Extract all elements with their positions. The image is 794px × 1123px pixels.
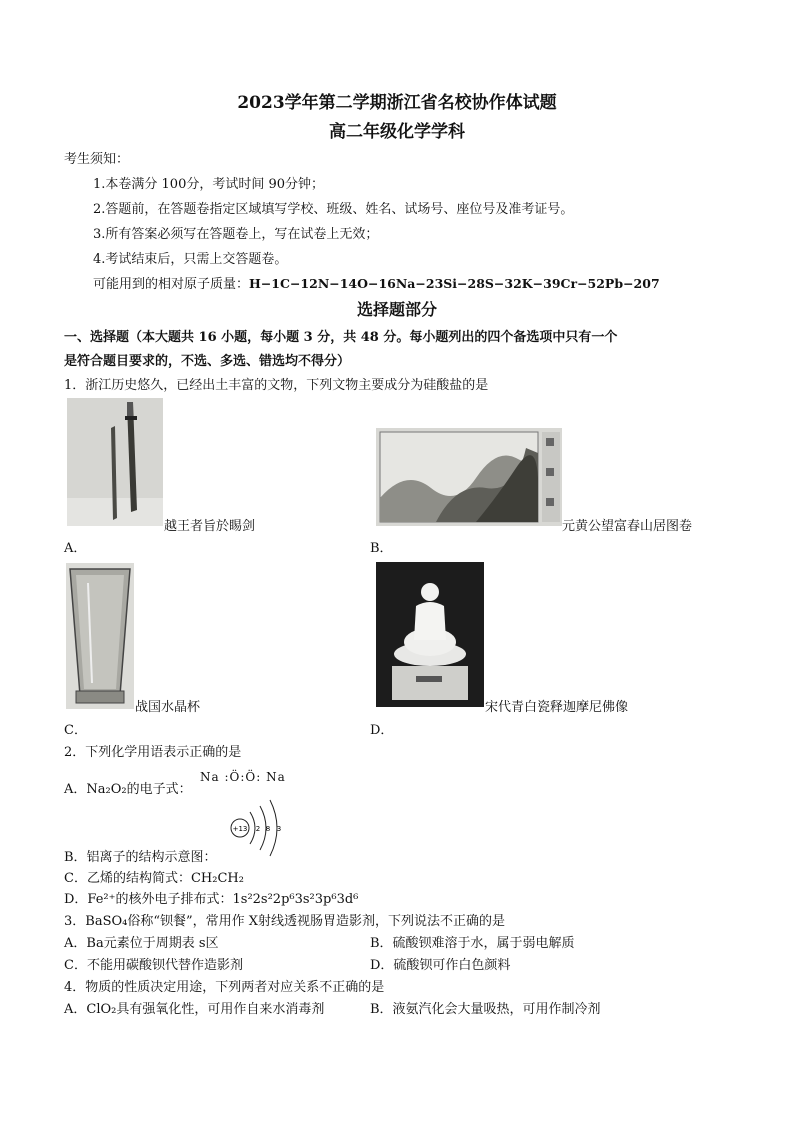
q2-stem: 2．下列化学用语表示正确的是 [64, 745, 242, 760]
shell-electrons-2: 8 [265, 825, 271, 833]
crystal-cup-photo [66, 563, 134, 709]
q1-option-c-caption: 战国水晶杯 [135, 700, 201, 715]
section-title: 选择题部分 [356, 300, 437, 319]
sword-photo [67, 398, 163, 526]
q1-option-d-caption: 宋代青白瓷释迦摩尼佛像 [485, 700, 629, 715]
notice-item-4: 4.考试结束后，只需上交答题卷。 [93, 252, 288, 267]
shell-electrons-3: 3 [276, 825, 282, 833]
notice-heading: 考生须知： [64, 152, 130, 167]
q3-option-a: A．Ba元素位于周期表 s区 [64, 936, 219, 951]
q3-option-b: B．硫酸钡难溶于水，属于弱电解质 [370, 936, 575, 951]
part1-heading-line1: 一、选择题（本大题共 16 小题，每小题 3 分，共 48 分。每小题列出的四个备选项中只有一个 [64, 330, 618, 345]
sword-illustration [67, 398, 163, 526]
exam-subtitle: 高二年级化学学科 [329, 122, 465, 142]
q4-stem: 4．物质的性质决定用途，下列两者对应关系不正确的是 [64, 980, 385, 995]
q1-option-b-letter: B． [370, 541, 393, 556]
porcelain-buddha-photo [376, 562, 484, 707]
q3-option-c: C．不能用碳酸钡代替作造影剂 [64, 958, 243, 973]
q2-option-b: B．铝离子的结构示意图： [64, 850, 217, 865]
notice-item-2: 2.答题前，在答题卷指定区域填写学校、班级、姓名、试场号、座位号及准考证号。 [93, 202, 574, 217]
atomic-mass-values: H−1C−12N−14O−16Na−23Si−28S−32K−39Cr−52Pb−207 [249, 276, 660, 291]
landscape-illustration [376, 428, 562, 526]
q3-stem: 3．BaSO₄俗称“钡餐”，常用作 X射线透视肠胃造影剂，下列说法不正确的是 [64, 914, 506, 929]
na2o2-electron-formula: Na :Ö:Ö: Na [200, 770, 286, 784]
buddha-illustration [376, 562, 484, 707]
aluminium-ion-diagram [226, 796, 290, 860]
shell-arc-1 [250, 812, 255, 844]
landscape-scroll-photo [376, 428, 562, 526]
q1-option-d-letter: D． [370, 723, 394, 738]
atomic-mass-line [93, 273, 660, 292]
shell-electrons-1: 2 [255, 825, 261, 833]
q1-option-b-caption: 元黄公望富春山居图卷 [562, 519, 693, 534]
q2-option-a: A．Na₂O₂的电子式： [64, 782, 192, 797]
q4-option-b: B．液氨汽化会大量吸热，可用作制冷剂 [370, 1002, 601, 1017]
q1-option-a-letter: A． [64, 541, 87, 556]
atomic-mass-label: 可能用到的相对原子质量： [93, 277, 250, 292]
part1-heading-line2: 是符合题目要求的，不选、多选、错选均不得分） [64, 354, 351, 369]
crystal-cup-illustration [66, 563, 134, 709]
notice-item-3: 3.所有答案必须写在答题卷上，写在试卷上无效； [93, 227, 379, 242]
q1-stem: 1．浙江历史悠久，已经出土丰富的文物，下列文物主要成分为硅酸盐的是 [64, 378, 489, 393]
nucleus-charge: +13 [232, 825, 248, 833]
notice-item-1: 1.本卷满分 100分，考试时间 90分钟； [93, 177, 325, 192]
q2-option-c: C．乙烯的结构简式：CH₂CH₂ [64, 871, 244, 886]
q2-option-d: D．Fe²⁺的核外电子排布式：1s²2s²2p⁶3s²3p⁶3d⁶ [64, 892, 359, 907]
q1-option-a-caption: 越王者旨於睗剑 [164, 519, 256, 534]
q1-option-c-letter: C． [64, 723, 87, 738]
q3-option-d: D．硫酸钡可作白色颜料 [370, 958, 511, 973]
q4-option-a: A．ClO₂具有强氧化性，可用作自来水消毒剂 [64, 1002, 325, 1017]
exam-title: 2023学年第二学期浙江省名校协作体试题 [237, 93, 557, 113]
